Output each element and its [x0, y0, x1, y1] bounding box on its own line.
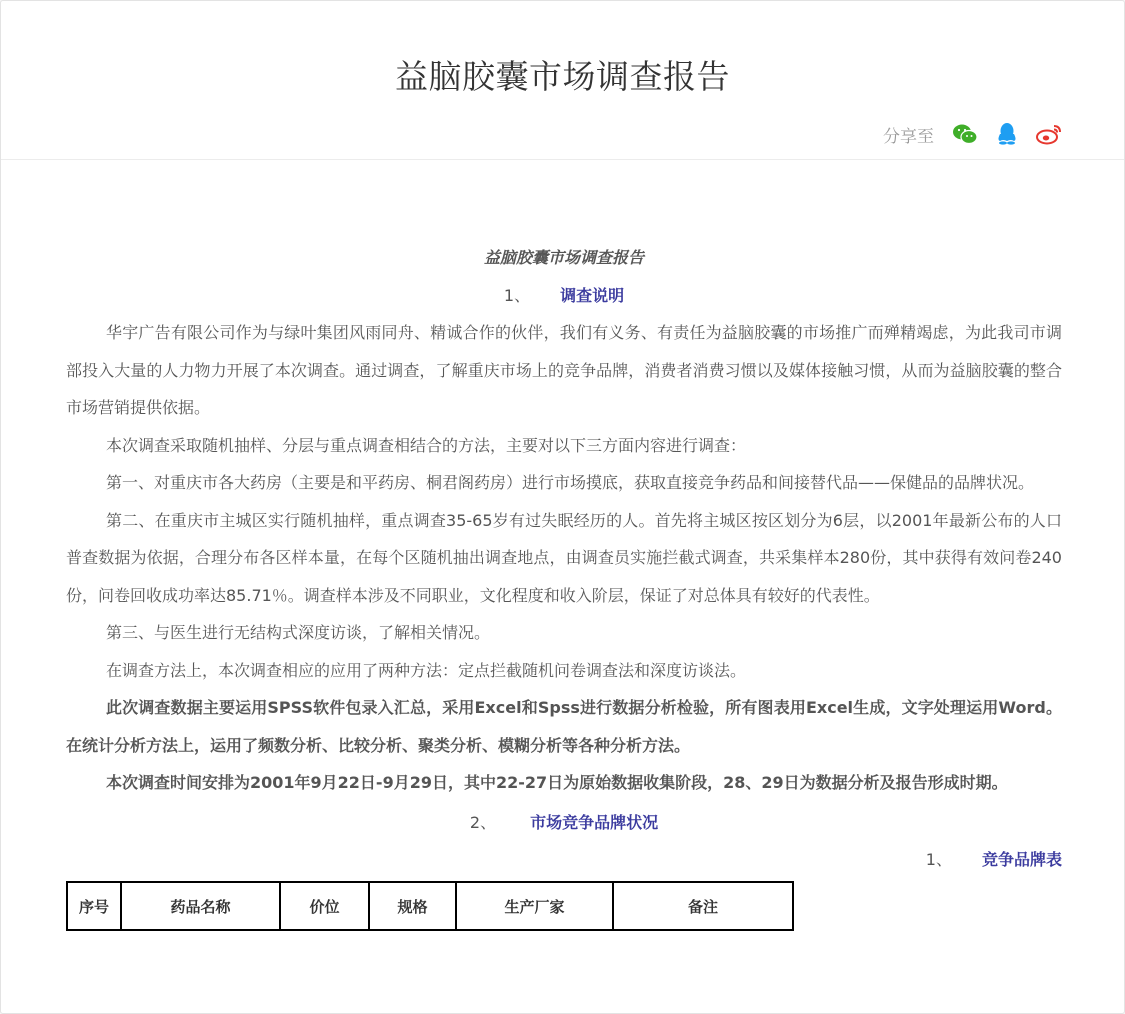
paragraph: 第一、对重庆市各大药房（主要是和平药房、桐君阁药房）进行市场摸底，获取直接竞争药品和间接替代品——保健品的品牌状况。 [106, 473, 1035, 492]
table-header-cell: 药品名称 [121, 882, 280, 930]
document-title: 益脑胶囊市场调查报告 [483, 248, 644, 267]
subsection-number: 1、 [925, 850, 952, 869]
article-body [66, 239, 1062, 931]
section-number: 2、 [469, 812, 497, 832]
paragraph: 在调查方法上，本次调查相应的应用了两种方法：定点拦截随机问卷调查法和深度访谈法。 [106, 660, 747, 680]
paragraph: 华宇广告有限公司作为与绿叶集团风雨同舟、精诚合作的伙伴，我们有义务、有责任为益脑胶囊的市场推广而殚精竭虑，为此我司市调部投入大量的人力物力开展了本次调查。通过调查，了解重庆市场上的竞争品牌，消费者消费习惯以及媒体接触习惯，从而为益脑胶囊的整合市场营销提供依据。 [66, 323, 1062, 417]
wechat-icon [952, 123, 978, 145]
section-title: 调查说明 [560, 285, 625, 305]
table-header-cell: 备注 [613, 882, 793, 930]
qq-icon [996, 122, 1018, 146]
page-title: 益脑胶囊市场调查报告 [395, 57, 730, 96]
wechat-share-button[interactable] [952, 121, 978, 147]
competitor-table [66, 881, 794, 931]
table-header-cell: 序号 [67, 882, 121, 930]
table-header-cell: 价位 [280, 882, 369, 930]
table-header-cell: 生产厂家 [456, 882, 613, 930]
share-bar [883, 121, 1062, 147]
paragraph: 第二、在重庆市主城区实行随机抽样，重点调查35-65岁有过失眠经历的人。首先将主城区按区划分为6层，以2001年最新公布的人口普查数据为依据，合理分布各区样本量，在每个区随机抽出调查地点，由调查员实施拦截式调查，共采集样本280份，其中获得有效问卷240份，问卷回收成功率达85.71％。调查样本涉及不同职业，文化程度和收入阶层，保证了对总体具有较好的代表性。 [66, 510, 1062, 605]
subsection-heading [66, 841, 1062, 879]
section-title: 市场竞争品牌状况 [530, 812, 659, 832]
paragraph: 第三、与医生进行无结构式深度访谈，了解相关情况。 [106, 623, 491, 642]
qq-share-button[interactable] [994, 121, 1020, 147]
section-heading-2 [66, 804, 1062, 842]
paragraph: 本次调查采取随机抽样、分层与重点调查相结合的方法，主要对以下三方面内容进行调查： [106, 435, 747, 455]
weibo-share-button[interactable] [1036, 121, 1062, 147]
section-number: 1、 [503, 285, 531, 305]
share-label: 分享至 [883, 126, 934, 147]
bold-paragraph: 此次调查数据主要运用SPSS软件包录入汇总，采用Excel和Spss进行数据分析检验，所有图表用Excel生成，文字处理运用Word。在统计分析方法上，运用了频数分析、比较分析、聚类分析、模糊分析等各种分析方法。 [66, 698, 1062, 755]
section-heading-1 [66, 277, 1062, 315]
table-header-cell: 规格 [369, 882, 456, 930]
weibo-icon [1036, 123, 1062, 145]
subsection-title: 竞争品牌表 [981, 850, 1062, 869]
bold-paragraph: 本次调查时间安排为2001年9月22日-9月29日，其中22-27日为原始数据收集阶段，28、29日为数据分析及报告形成时期。 [106, 773, 1008, 792]
header-divider [1, 159, 1124, 160]
table-header-row [67, 882, 793, 930]
